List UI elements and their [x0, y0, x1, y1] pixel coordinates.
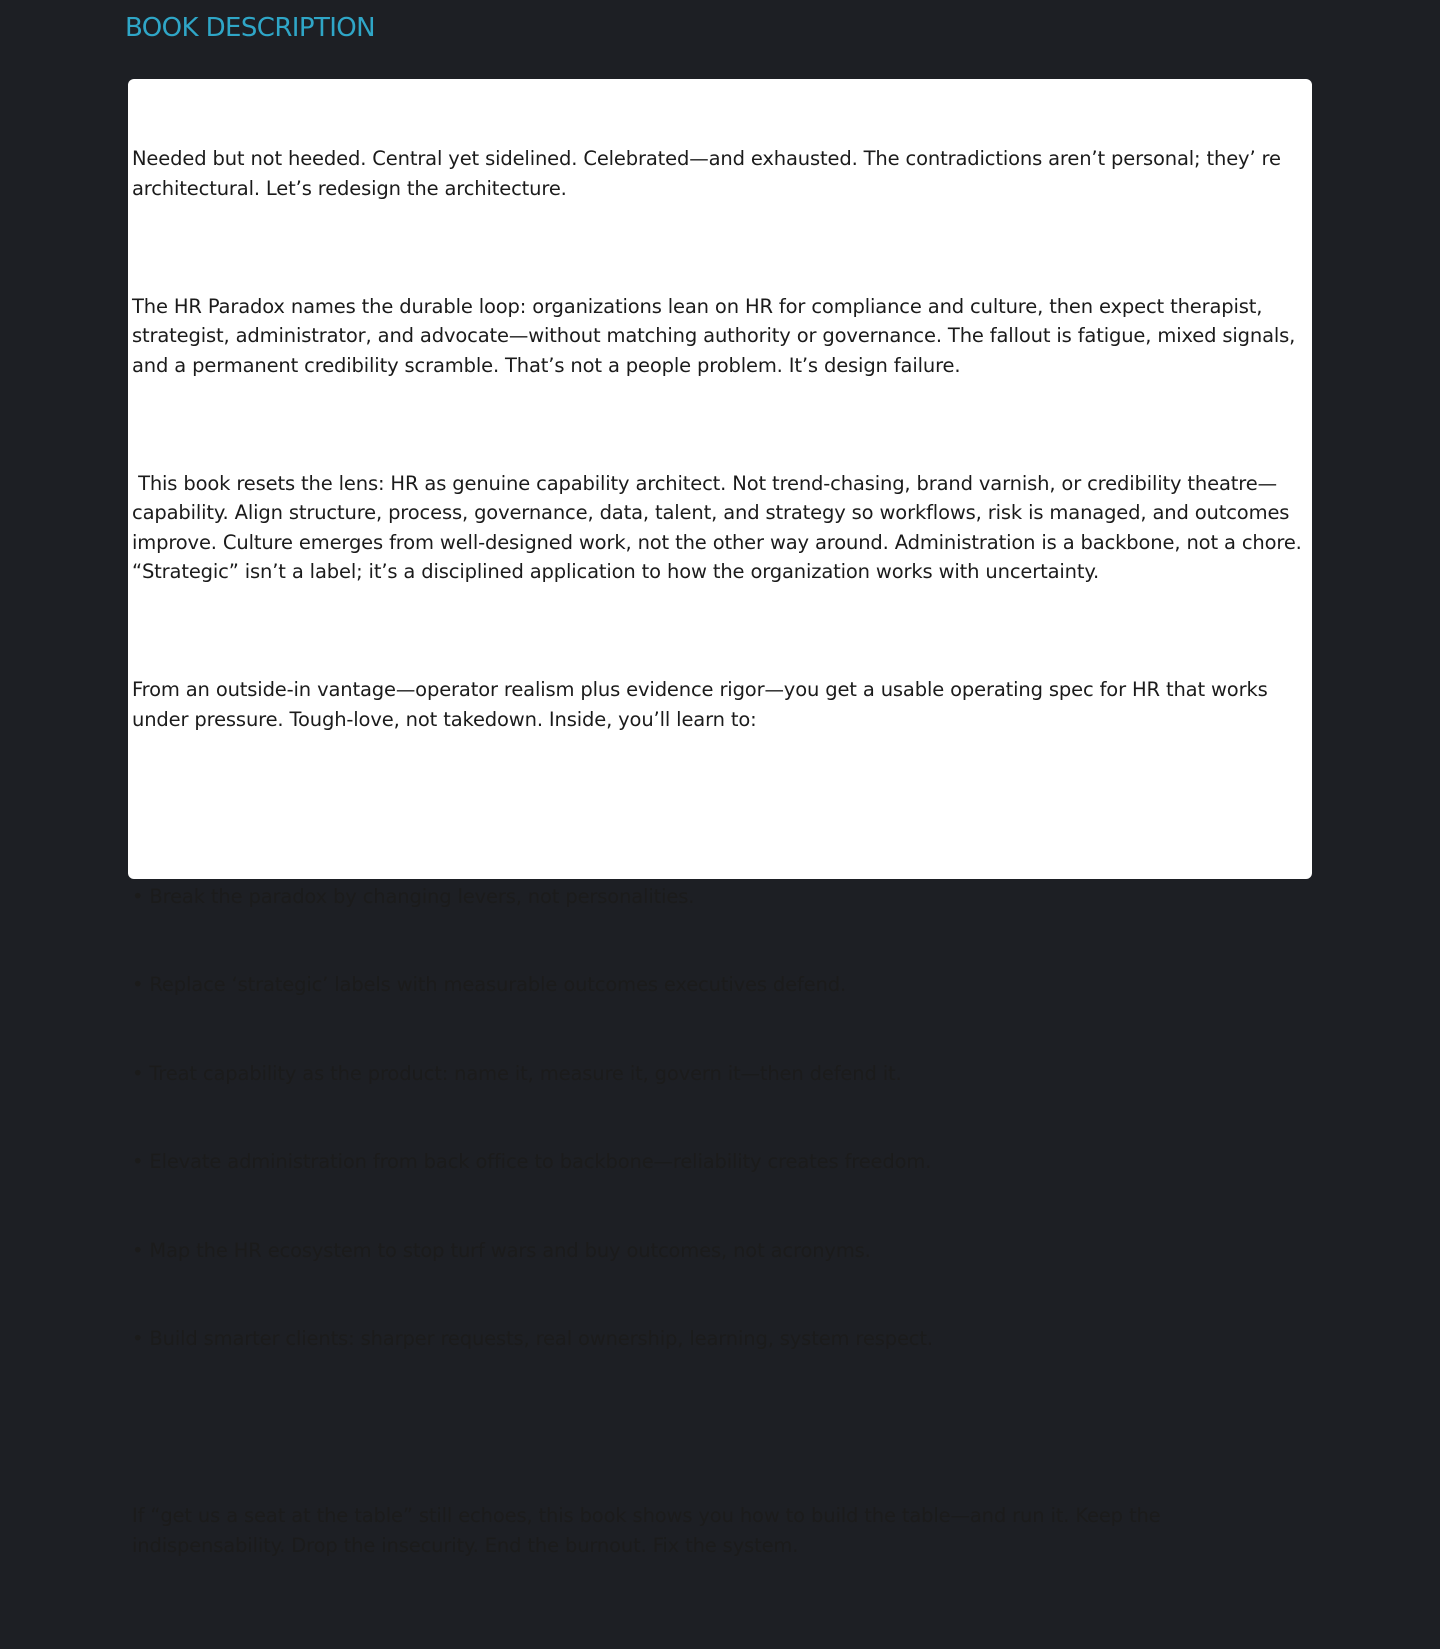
list-item: • Build smarter clients: sharper requests, real ownership, learning, system respect.: [132, 1327, 933, 1350]
book-description-text: [132, 85, 1308, 1649]
description-closing-paragraph: If “get us a seat at the table” still echoes, this book shows you how to build the table—and run it. Keep the indispensability. Drop the insecurity. End the burnout. Fix the system.: [132, 1504, 1167, 1557]
learning-points-list: [132, 823, 1308, 1413]
description-paragraph: The HR Paradox names the durable loop: organizations lean on HR for compliance and culture, then expect therapist, strategist, administrator, and advocate—without matching authority or governance. The fallout is fatigue, mixed signals, and a permanent credibility scramble. That’s not a people problem. It’s design failure.: [132, 294, 1302, 377]
list-item: • Break the paradox by changing levers, not personalities.: [132, 884, 695, 908]
book-description-heading: BOOK DESCRIPTION: [125, 13, 376, 43]
list-item: • Elevate administration from back office to backbone—reliability creates freedom.: [132, 1150, 932, 1173]
list-item: • Replace ‘strategic’ labels with measurable outcomes executives defend.: [132, 973, 847, 996]
book-description-textarea[interactable]: [128, 79, 1312, 1557]
list-item: • Map the HR ecosystem to stop turf wars and buy outcomes, not acronyms.: [132, 1238, 871, 1262]
description-paragraph: From an outside-in vantage—operator realism plus evidence rigor—you get a usable operating spec for HR that works under pressure. Tough-love, not takedown. Inside, you’ll learn to:: [132, 678, 1274, 731]
description-paragraph: Needed but not heeded. Central yet sidelined. Celebrated—and exhausted. The contradictions aren’t personal; they’ re architectural. Let’s redesign the architecture.: [132, 147, 1287, 200]
description-paragraph: This book resets the lens: HR as genuine capability architect. Not trend-chasing, brand varnish, or credibility theatre—capability. Align structure, process, governance, data, talent, and strategy so workflows, risk is managed, and outcomes improve. Culture emerges from well-designed work, not the other way around. Administration is a backbone, not a chore. “Strategic” isn’t a label; it’s a disciplined application to how the organization works with uncertainty.: [132, 471, 1308, 583]
list-item: • Treat capability as the product: name it, measure it, govern it—then defend it.: [132, 1061, 902, 1085]
